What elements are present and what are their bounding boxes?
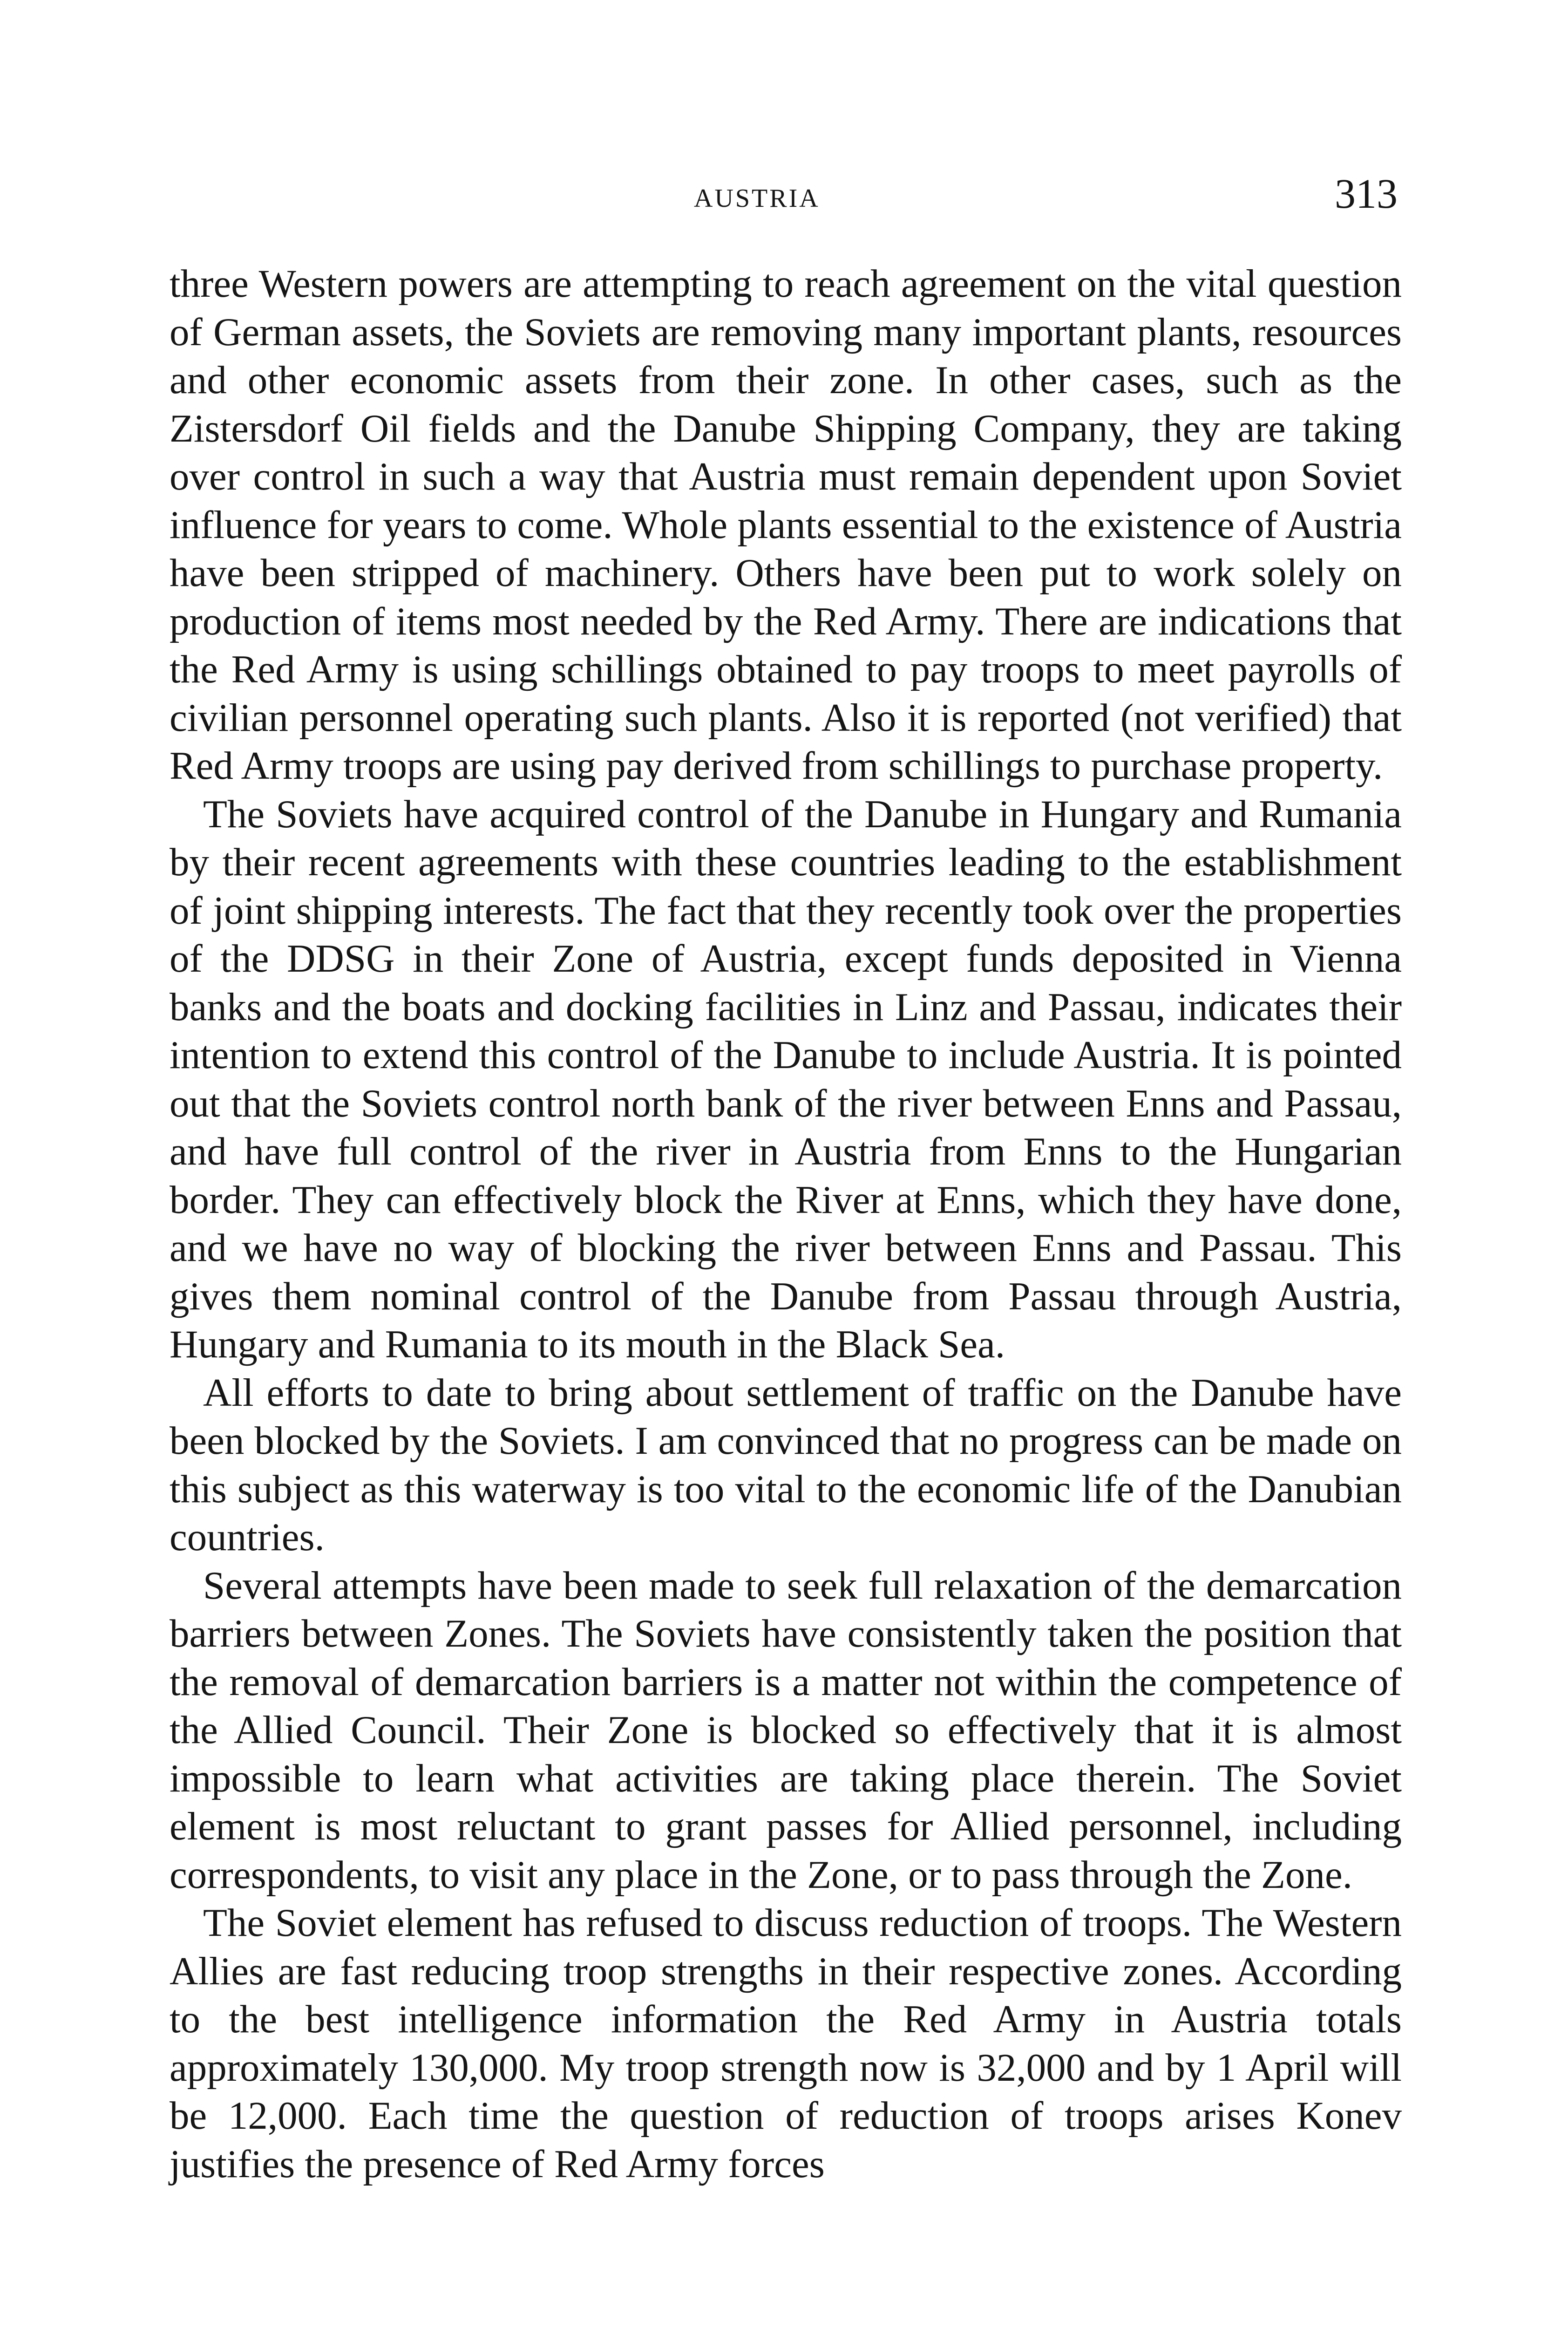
paragraph: All efforts to date to bring about settlement of traffic on the Danube have been blocked by the Soviets. I am convinced that no progress can be made on this subject as this waterway is too vital to the economic life of the Danubian countries. <box>170 1370 1402 1559</box>
page-number: 313 <box>1335 171 1398 217</box>
paragraph: three Western powers are attempting to reach agreement on the vital question of German assets, the Soviets are removing many important plants, resources and other economic assets from their zone. In other cases, such as the Zistersdorf Oil fields and the Danube Shipping Company, they are taking over control in such a way that Austria must remain dependent upon Soviet influence for years to come. Whole plants essential to the existence of Austria have been stripped of machinery. Others have been put to work solely on production of items most needed by the Red Army. There are indications that the Red Army is using schillings obtained to pay troops to meet payrolls of civilian personnel operating such plants. Also it is reported (not verified) that Red Army troops are using pay derived from schillings to purchase property. <box>170 262 1402 788</box>
paragraph: Several attempts have been made to seek full relaxation of the demarcation barriers between Zones. The Soviets have consistently taken the position that the removal of demarcation barriers is a matter not within the competence of the Allied Council. Their Zone is blocked so effectively that it is almost impossible to learn what activities are taking place therein. The Soviet element is most reluctant to grant passes for Allied personnel, including correspondents, to visit any place in the Zone, or to pass through the Zone. <box>170 1563 1402 1897</box>
running-head: AUSTRIA <box>694 184 820 213</box>
body-text <box>170 260 1402 2188</box>
paragraph: The Soviet element has refused to discuss reduction of troops. The Western Allies are fast reducing troop strengths in their respective zones. According to the best intelligence information the Red Army in Austria totals approximately 130,000. My troop strength now is 32,000 and by 1 April will be 12,000. Each time the question of reduction of troops arises Konev justifies the presence of Red Army forces <box>170 1901 1402 2186</box>
paragraph: The Soviets have acquired control of the Danube in Hungary and Rumania by their recent agreements with these countries leading to the establishment of joint shipping interests. The fact that they recently took over the properties of the DDSG in their Zone of Austria, except funds deposited in Vienna banks and the boats and docking facilities in Linz and Passau, indicates their intention to extend this control of the Danube to include Austria. It is pointed out that the Soviets control north bank of the river between Enns and Passau, and have full control of the river in Austria from Enns to the Hungarian border. They can effectively block the River at Enns, which they have done, and we have no way of blocking the river between Enns and Passau. This gives them nominal control of the Danube from Passau through Austria, Hungary and Rumania to its mouth in the Black Sea. <box>170 792 1402 1366</box>
